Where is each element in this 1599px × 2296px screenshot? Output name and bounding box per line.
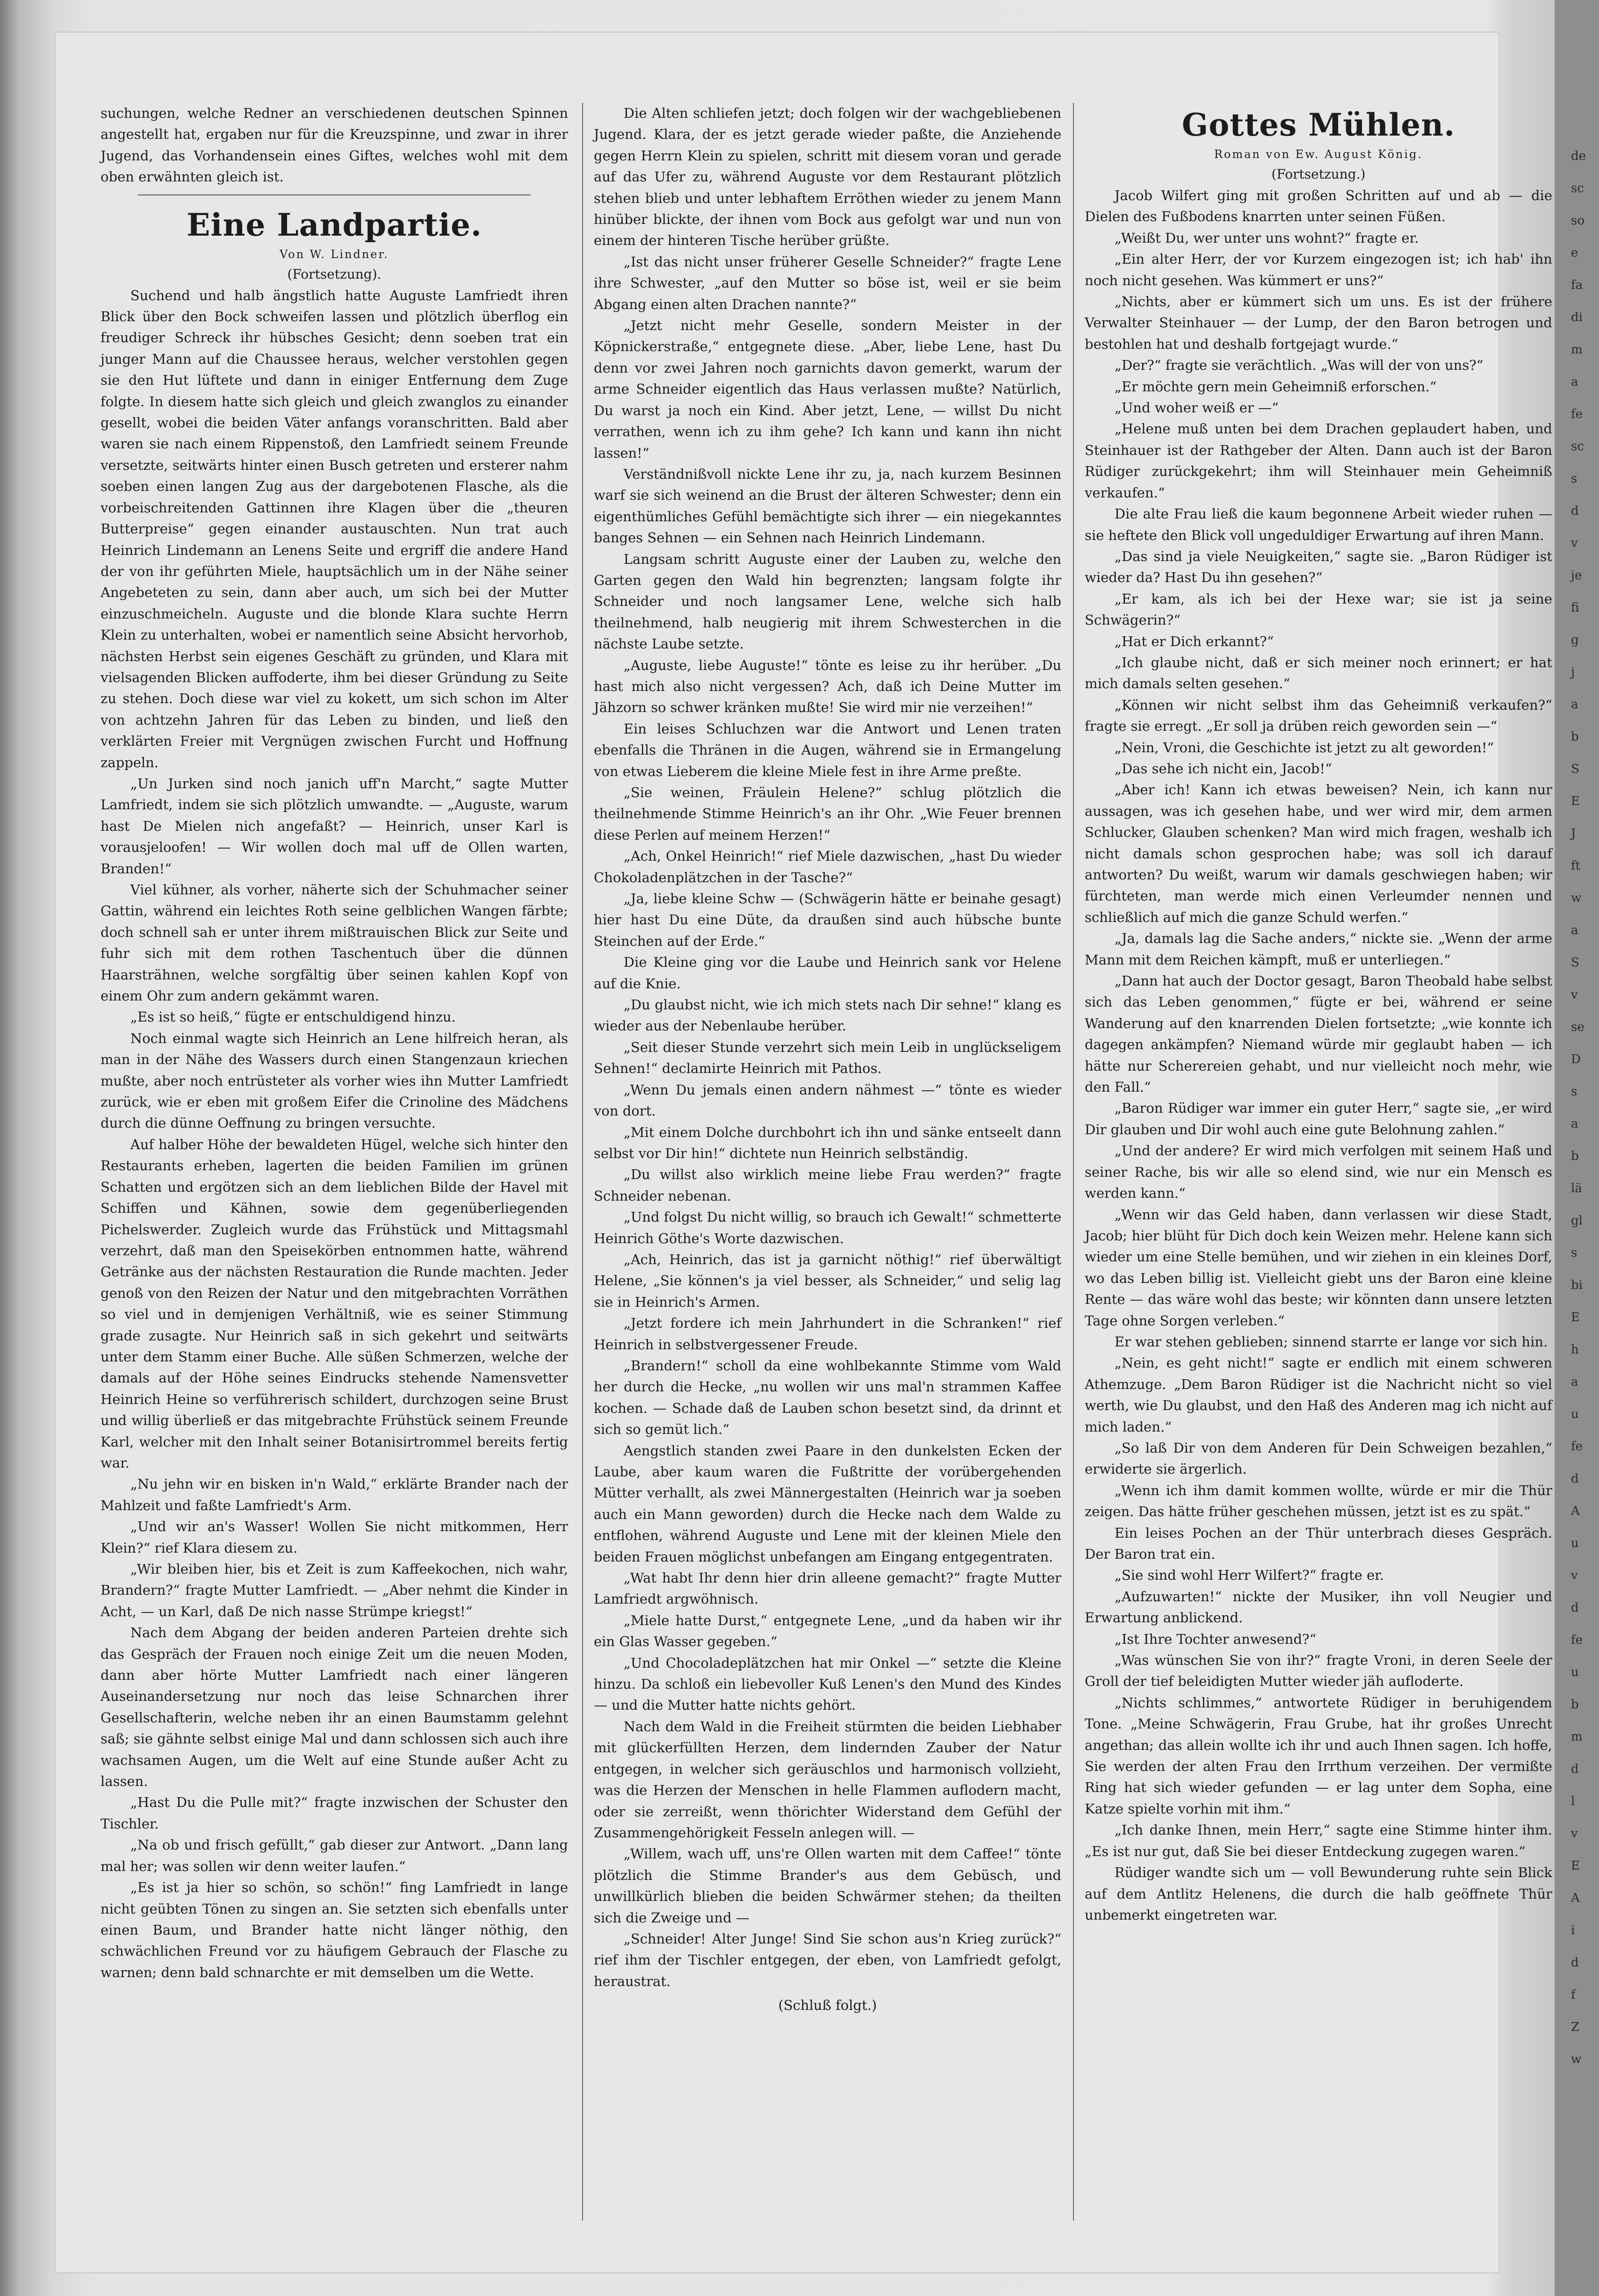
story-paragraph: „Un Jurken sind noch janich uff'n Marcht,“ sagte Mutter Lamfriedt, indem sie sich plötzlich umwandte. — „Auguste, warum hast De Mielen nich angefaßt? — Heinrich, unser Karl is vorausjeloofen! — Wir wollen doch mal uff de Ollen warten, Branden!“ <box>101 775 568 877</box>
edge-fragment: lä <box>1571 1181 1582 1195</box>
novel-paragraph: Er war stehen geblieben; sinnend starrte er lange vor sich hin. <box>1114 1333 1548 1350</box>
story-paragraph: Viel kühner, als vorher, näherte sich der Schuhmacher seiner Gattin, während ein leichtes Roth seine gelblichen Wangen färbte; doch schnell sah er unter ihrem mißtrauischen Blick zur Seite und fuhr sich mit dem rothen Taschentuch über die dünnen Haarsträhnen, welche sorgfältig über seinen kahlen Kopf von einem Ohr zum andern gekämmt waren. <box>101 882 568 1004</box>
novel-paragraph: „Nein, Vroni, die Geschichte ist jetzt zu alt geworden!“ <box>1114 739 1494 756</box>
story-paragraph: Nach dem Wald in die Freiheit stürmten die beiden Liebhaber mit glückerfüllten Herzen, dem lindernden Zauber der Natur entgegen, in welcher sich geräuschlos und harmonisch vollzieht, was die Herzen der Menschen in helle Flammen auflodern macht, oder sie zerreißt, wenn thörichter Widerstand dem Gefühl der Zusammengehörigkeit Fesseln anlegen will. — <box>594 1718 1061 1841</box>
story-paragraph: „Ja, liebe kleine Schw — (Schwägerin hätte er beinahe gesagt) hier hast Du eine Düte, da draußen sind auch hübsche bunte Steinchen auf der Erde.“ <box>594 891 1061 949</box>
novel-paragraph: „Das sehe ich nicht ein, Jacob!“ <box>1114 760 1332 777</box>
story-paragraph: „Ist das nicht unser früherer Geselle Schneider?“ fragte Lene ihre Schwester, „auf den Mutter so böse ist, weil er sie beim Abgang einen alten Drachen nannte?“ <box>594 253 1061 312</box>
edge-fragment: J <box>1571 827 1576 841</box>
edge-fragment: w <box>1571 2052 1582 2066</box>
edge-fragment: d <box>1571 504 1579 518</box>
to-be-concluded-note: (Schluß folgt.) <box>778 1997 877 2014</box>
story-paragraph: „Ach, Heinrich, das ist ja garnicht nöthig!“ rief überwältigt Helene, „Sie können's ja viel besser, als Schneider,“ und selig lag sie in Heinrich's Armen. <box>594 1251 1061 1310</box>
edge-fragment: a <box>1571 1117 1578 1131</box>
column-rule <box>582 103 583 2221</box>
edge-fragment: g <box>1571 633 1579 647</box>
column-middle <box>594 103 1061 2221</box>
edge-fragment: e <box>1571 246 1578 260</box>
story-paragraph: „Brandern!“ scholl da eine wohlbekannte Stimme vom Wald her durch die Hecke, „nu wollen wir uns mal'n strammen Kaffee kochen. — Schade daß de Lauben schon besetzt sind, da drinnt et sich so gemüt lich.“ <box>594 1357 1061 1438</box>
story-paragraph: „Wat habt Ihr denn hier drin alleene gemacht?“ fragte Mutter Lamfriedt argwöhnisch. <box>594 1570 1061 1607</box>
edge-fragment: gl <box>1571 1214 1583 1228</box>
edge-fragment: je <box>1571 569 1582 583</box>
edge-fragment: d <box>1571 1472 1579 1486</box>
novel-paragraph: „Nichts schlimmes,“ antwortete Rüdiger in beruhigendem Tone. „Meine Schwägerin, Frau Grube, hat ihr großes Unrecht angethan; das allein wollte ich ihr und auch Ihnen sagen. Ich hoffe, Sie werden der alten Frau den Irrthum verzeihen. Der vermißte Ring hat sich wieder gefunden — er lag unter dem Sopha, eine Katze spielte vorhin mit ihm.“ <box>1085 1694 1552 1817</box>
edge-fragment: v <box>1571 536 1578 550</box>
story-paragraph: „Ach, Onkel Heinrich!“ rief Miele dazwischen, „hast Du wieder Chokoladenplätzchen in der Tasche?“ <box>594 848 1061 885</box>
novel-continued-label: (Fortsetzung.) <box>1271 166 1366 182</box>
story-paragraph: „Sie weinen, Fräulein Helene?“ schlug plötzlich die theilnehmende Stimme Heinrich's an ihr Ohr. „Wie Feuer brennen diese Perlen auf meinem Herzen!“ <box>594 785 1061 843</box>
story-paragraph: Die Alten schliefen jetzt; doch folgen wir der wachgebliebenen Jugend. Klara, der es jetzt gerade wieder paßte, die Anziehende gegen Herrn Klein zu spielen, schritt mit diesem voran und gerade auf das Ufer zu, während Auguste vor dem Restaurant plötzlich stehen blieb und unter lebhaftem Erröthen wieder zu jenem Mann hinüber blickte, der ihnen vom Bock aus gefolgt war und nun von einem der hinteren Tische herüber grüßte. <box>594 105 1061 249</box>
edge-fragment: so <box>1571 214 1585 228</box>
edge-fragment: d <box>1571 1762 1579 1776</box>
novel-paragraph: „Sie sind wohl Herr Wilfert?“ fragte er. <box>1114 1567 1384 1583</box>
column-rule <box>1073 103 1074 2221</box>
novel-paragraph: „Was wünschen Sie von ihr?“ fragte Vroni, in deren Seele der Groll der tief beleidigten Mutter wieder jäh aufloderte. <box>1085 1652 1552 1690</box>
story-paragraph: „Nu jehn wir en bisken in'n Wald,“ erklärte Brander nach der Mahlzeit und faßte Lamfriedt's Arm. <box>101 1476 568 1513</box>
edge-fragment: s <box>1571 1085 1577 1099</box>
edge-fragment: v <box>1571 1569 1578 1583</box>
novel-body <box>1085 185 1552 1926</box>
novel-paragraph: „Er möchte gern mein Geheimniß erforschen.“ <box>1114 378 1437 395</box>
novel-paragraph: „Ein alter Herr, der vor Kurzem eingezogen ist; ich hab' ihn noch nicht gesehen. Was kümmert er uns?“ <box>1085 251 1552 288</box>
novel-paragraph: „Aber ich! Kann ich etwas beweisen? Nein, ich kann nur aussagen, was ich gesehen habe, und wer wird mir, dem armen Schlucker, Glauben schenken? Man wird mich fragen, weshalb ich nicht damals schon gesprochen habe; was soll ich darauf antworten? Du weißt, warum wir damals geschwiegen haben; wir fürchteten, man werde mich einen Verleumder nennen und schließlich auf mich die ganze Schuld werfen.“ <box>1085 782 1552 925</box>
story-body-continued <box>594 103 1061 1992</box>
story-paragraph: Suchend und halb ängstlich hatte Auguste Lamfriedt ihren Blick über den Bock schweifen lassen und plötzlich überflog ein freudiger Schreck ihr hübsches Gesicht; denn soeben trat ein junger Mann auf die Chaussee heraus, welcher verstohlen gegen sie den Hut lüftete und dann in einiger Entfernung dem Zuge folgte. In diesem hatte sich gleich und gleich zwanglos zu einander gesellt, wobei die beiden Väter anfangs voranschritten. Bald aber waren sie nach einem Rippenstoß, den Lamfriedt seinem Freunde versetzte, seitwärts hinter einen Busch getreten und ersterer nahm soeben einen langen Zug aus der dargebotenen Flasche, als die vorbeischreitenden Gattinnen ihre Klagen über die „theuren Butterpreise“ gegen einander austauschten. Nun trat auch Heinrich Lindemann an Lenens Seite und ergriff die andere Hand der von ihr geführten Miele, hauptsächlich um in der Nähe seiner Angebeteten zu sein, dann aber auch, um sich bei der Mutter einzuschmeicheln. Auguste und die blonde Klara suchte Herrn Klein zu unterhalten, wobei er namentlich seine Absicht hervorhob, nächsten Herbst sein eigenes Geschäft zu gründen, und Klara mit vielsagenden Blicken auffoderte, ihm bei dieser Gründung zu Seite zu stehen. Doch diese war viel zu kokett, um sich schon im Alter von achtzehn Jahren für das Leben zu binden, und ließ den verklärten Freier mit Vergnügen zwischen Furcht und Hoffnung zappeln. <box>101 287 568 770</box>
edge-fragment: s <box>1571 472 1577 486</box>
novel-paragraph: „Wenn ich ihm damit kommen wollte, würde er mir die Thür zeigen. Das hätte früher geschehen müssen, jetzt ist es zu spät.“ <box>1085 1482 1552 1520</box>
story-body <box>101 285 568 1984</box>
novel-paragraph: Die alte Frau ließ die kaum begonnene Arbeit wieder ruhen — sie heftete den Blick voll ungeduldiger Erwartung auf ihren Mann. <box>1085 506 1552 543</box>
edge-fragment: fi <box>1571 601 1579 615</box>
edge-fragment: bi <box>1571 1278 1583 1292</box>
story-continued-label: (Fortsetzung). <box>287 266 382 282</box>
story-paragraph: „Mit einem Dolche durchbohrt ich ihn und sänke entseelt dann selbst vor Dir hin!“ dichtete nun Heinrich selbständig. <box>594 1124 1061 1161</box>
column-left <box>101 103 568 2221</box>
edge-fragment: m <box>1571 343 1583 357</box>
novel-paragraph: „Ich danke Ihnen, mein Herr,“ sagte eine Stimme hinter ihm. „Es ist nur gut, daß Sie bei dieser Entdeckung zugegen waren.“ <box>1085 1822 1552 1859</box>
novel-paragraph: „Der?“ fragte sie verächtlich. „Was will der von uns?“ <box>1114 357 1484 374</box>
edge-fragment: b <box>1571 730 1579 744</box>
adjacent-page-edge-fragments <box>1571 140 1599 2244</box>
edge-fragment: i <box>1571 1923 1575 1937</box>
novel-paragraph: „Weißt Du, wer unter uns wohnt?“ fragte er. <box>1114 230 1419 246</box>
story-paragraph: Ein leises Schluchzen war die Antwort und Lenen traten ebenfalls die Thränen in die Augen, während sie in Ermangelung von etwas Lieberem die kleine Miele fest in ihre Arme preßte. <box>594 720 1061 779</box>
novel-paragraph: „Nein, es geht nicht!“ sagte er endlich mit einem schweren Athemzuge. „Dem Baron Rüdiger ist die Nachricht nicht so viel werth, wie Du glaubst, und den Haß des Anderen mag ich nicht auf mich laden.“ <box>1085 1355 1552 1435</box>
edge-fragment: fe <box>1571 407 1583 421</box>
novel-paragraph: „Er kam, als ich bei der Hexe war; sie ist ja seine Schwägerin?“ <box>1085 590 1552 628</box>
novel-paragraph: „Baron Rüdiger war immer ein guter Herr,“ sagte sie, „er wird Dir glauben und Dir wohl auch eine gute Belohnung zahlen.“ <box>1085 1100 1552 1137</box>
edge-fragment: m <box>1571 1730 1583 1744</box>
edge-fragment: d <box>1571 1601 1579 1615</box>
edge-fragment: a <box>1571 375 1578 389</box>
edge-fragment: sc <box>1571 439 1584 453</box>
edge-fragment: b <box>1571 1149 1579 1163</box>
novel-paragraph: „Aufzuwarten!“ nickte der Musiker, ihn voll Neugier und Erwartung anblickend. <box>1085 1588 1552 1626</box>
story-paragraph: „Und Chocoladeplätzchen hat mir Onkel —“ setzte die Kleine hinzu. Da schloß ein liebevoller Kuß Lenen's den Mund des Kindes — und die Mutter hatte nichts gehört. <box>594 1655 1061 1713</box>
edge-fragment: d <box>1571 1956 1579 1970</box>
novel-paragraph: „Das sind ja viele Neuigkeiten,“ sagte sie. „Baron Rüdiger ist wieder da? Hast Du ihn gesehen?“ <box>1085 548 1552 586</box>
novel-title: Gottes Mühlen. <box>1181 107 1455 143</box>
story-title: Eine Landpartie. <box>187 206 482 243</box>
edge-fragment: u <box>1571 1407 1579 1421</box>
story-paragraph: „Es ist so heiß,“ fügte er entschuldigend hinzu. <box>130 1009 456 1025</box>
story-paragraph: „Miele hatte Durst,“ entgegnete Lene, „und da haben wir ihr ein Glas Wasser gegeben.“ <box>594 1612 1061 1650</box>
story-paragraph: Nach dem Abgang der beiden anderen Parteien drehte sich das Gespräch der Frauen noch einige Zeit um die neuen Moden, dann aber hörte Mutter Lamfriedt nach einer längeren Auseinandersetzung nur noch das leise Schnarchen ihrer Gesellschafterin, welche neben ihr an einen Baumstamm gelehnt saß; sie gähnte selbst einige Mal und dann schlossen sich auch ihre wachsamen Augen, um die Welt auf eine Stunde außer Acht zu lassen. <box>101 1625 568 1790</box>
story-paragraph: Die Kleine ging vor die Laube und Heinrich sank vor Helene auf die Knie. <box>594 954 1061 992</box>
story-paragraph: Aengstlich standen zwei Paare in den dunkelsten Ecken der Laube, aber kaum waren die Fußtritte der vorübergehenden Mütter verhallt, als zwei Männergestalten (Heinrich war ja soeben auch ein Mann geworden) durch die Hecke nach dem Walde zu entflohen, während Auguste und Lene mit der kleinen Miele den beiden Frauen möglichst unbefangen am Eingang entgegentraten. <box>594 1442 1061 1565</box>
edge-fragment: D <box>1571 1052 1581 1066</box>
edge-fragment: de <box>1571 149 1586 163</box>
story-paragraph: „Auguste, liebe Auguste!“ tönte es leise zu ihr herüber. „Du hast mich also nicht vergessen? Ach, daß ich Deine Mutter im Jähzorn so schwer kränken mußte! Sie wird mir nie verzeihen!“ <box>594 657 1061 716</box>
novel-paragraph: „Und der andere? Er wird mich verfolgen mit seinem Haß und seiner Rache, bis wir alle so elend sind, wie nur ein Mensch es werden kann.“ <box>1085 1143 1552 1202</box>
novel-paragraph: „Können wir nicht selbst ihm das Geheimniß verkaufen?“ fragte sie erregt. „Er soll ja drüben reich geworden sein —“ <box>1085 697 1552 734</box>
novel-byline: Roman von Ew. August König. <box>1214 148 1423 161</box>
story-paragraph: Noch einmal wagte sich Heinrich an Lene hilfreich heran, als man in der Nähe des Wassers durch einen Stangenzaun kriechen mußte, aber noch entrüsteter als vorher wies ihn Mutter Lamfriedt zurück, wie er eben mit großem Eifer die Crinoline des Mädchens durch die dünne Oeffnung zu bringen versuchte. <box>101 1030 568 1131</box>
edge-fragment: b <box>1571 1698 1579 1712</box>
edge-fragment: v <box>1571 1827 1578 1841</box>
edge-fragment: S <box>1571 762 1579 776</box>
story-paragraph: „Du glaubst nicht, wie ich mich stets nach Dir sehne!“ klang es wieder aus der Nebenlaube herüber. <box>594 997 1061 1034</box>
edge-fragment: sc <box>1571 181 1584 195</box>
column-right <box>1085 103 1552 2221</box>
story-paragraph: „Jetzt fordere ich mein Jahrhundert in die Schranken!“ rief Heinrich in selbstvergessener Freude. <box>594 1315 1061 1353</box>
edge-fragment: Z <box>1571 2020 1580 2034</box>
edge-fragment: S <box>1571 956 1579 970</box>
story-paragraph: Auf halber Höhe der bewaldeten Hügel, welche sich hinter den Restaurants erheben, lagerten die beiden Familien im grünen Schatten und ergötzen sich an dem lieblichen Bilde der Havel mit Schiffen und Kähnen, sowie dem gegenüberliegenden Pichelswerder. Zugleich wurde das Frühstück und Mittagsmahl verzehrt, daß man den Speisekörben entnommen hatte, während Getränke aus der nächsten Restauration die Runde machten. Jeder genoß von den Reizen der Natur und den mitgebrachten Vorräthen so viel und in demjenigen Verhältniß, wie es seiner Stimmung grade zusagte. Nur Heinrich saß in sich gekehrt und seitwärts unter dem Stamm einer Buche. Alle süßen Schmerzen, welche der damals auf der Höhe seines Eindrucks stehende Namensvetter Heinrich Heine so verführerisch schildert, durchzogen seine Brust und willig überließ er das mitgebrachte Frühstück seinem Freunde Karl, welcher mit den Inhalt seiner Botanisirtrommel bereits fertig war. <box>101 1136 568 1471</box>
edge-fragment: E <box>1571 794 1580 808</box>
edge-fragment: ft <box>1571 859 1581 873</box>
story-paragraph: „Es ist ja hier so schön, so schön!“ fing Lamfriedt in lange nicht geübten Tönen zu singen an. Sie setzten sich ebenfalls unter einen Baum, und Brander hatte nicht länger nöthig, den schwächlichen Freund vor zu häufigem Gebrauch der Flasche zu warnen; denn bald schnarchte er mit demselben um die Wette. <box>101 1879 568 1980</box>
edge-fragment: fe <box>1571 1633 1583 1647</box>
edge-fragment: w <box>1571 891 1582 905</box>
story-paragraph: „Na ob und frisch gefüllt,“ gab dieser zur Antwort. „Dann lang mal her; was sollen wir denn weiter laufen.“ <box>101 1837 568 1874</box>
story-paragraph: Langsam schritt Auguste einer der Lauben zu, welche den Garten gegen den Wald hin begrenzten; langsam folgte ihr Schneider und noch langsamer Lene, welche sich halb theilnehmend, halb neugierig mit ihrem Schwesterchen in die nächste Laube setzte. <box>594 551 1061 652</box>
story-paragraph: „Seit dieser Stunde verzehrt sich mein Leib in unglückseligem Sehnen!“ declamirte Heinrich mit Pathos. <box>594 1039 1061 1077</box>
edge-fragment: fa <box>1571 278 1583 292</box>
story-paragraph: „Und wir an's Wasser! Wollen Sie nicht mitkommen, Herr Klein?“ rief Klara diesem zu. <box>101 1519 568 1556</box>
edge-fragment: a <box>1571 698 1578 712</box>
article-separator <box>138 194 531 195</box>
edge-fragment: f <box>1571 1988 1576 2002</box>
story-byline: Von W. Lindner. <box>280 247 389 261</box>
edge-fragment: A <box>1571 1891 1580 1905</box>
edge-fragment: a <box>1571 1375 1578 1389</box>
novel-paragraph: Rüdiger wandte sich um — voll Bewunderung ruhte sein Blick auf dem Antlitz Helenens, die durch die halb geöffnete Thür unbemerkt eingetreten war. <box>1085 1864 1552 1923</box>
novel-paragraph: „Ist Ihre Tochter anwesend?“ <box>1114 1631 1317 1647</box>
story-paragraph: „Hast Du die Pulle mit?“ fragte inzwischen der Schuster den Tischler. <box>101 1794 568 1832</box>
story-paragraph: „Jetzt nicht mehr Geselle, sondern Meister in der Köpnickerstraße,“ entgegnete diese. „Aber, liebe Lene, hast Du denn vor zwei Jahren noch garnichts davon gemerkt, warum der arme Schneider eigentlich das Haus verlassen mußte? Natürlich, Du warst ja noch ein Kind. Aber jetzt, Lene, — willst Du nicht verrathen, wenn ich zu ihm gehe? Ich kann und kann ihn nicht lassen!“ <box>594 317 1061 461</box>
novel-paragraph: Jacob Wilfert ging mit großen Schritten auf und ab — die Dielen des Fußbodens knarrten unter seinen Füßen. <box>1085 187 1552 225</box>
novel-paragraph: „Hat er Dich erkannt?“ <box>1114 633 1274 649</box>
story-paragraph: „Willem, wach uff, uns're Ollen warten mit dem Caffee!“ tönte plötzlich die Stimme Brander's aus dem Gebüsch, und unwillkürlich blieben die beiden Schwärmer stehen; da theilten sich die Zweige und — <box>594 1846 1061 1926</box>
novel-paragraph: Ein leises Pochen an der Thür unterbrach dieses Gespräch. Der Baron trat ein. <box>1085 1525 1552 1562</box>
edge-fragment: j <box>1571 665 1575 679</box>
story-paragraph: „Schneider! Alter Junge! Sind Sie schon aus'n Krieg zurück?“ rief ihm der Tischler entgegen, der eben, von Lamfriedt gefolgt, heraustrat. <box>594 1930 1061 1989</box>
novel-paragraph: „Ich glaube nicht, daß er sich meiner noch erinnert; er hat mich damals selten gesehen.“ <box>1085 654 1552 692</box>
edge-fragment: a <box>1571 923 1578 937</box>
story-paragraph: „Wenn Du jemals einen andern nähmest —“ tönte es wieder von dort. <box>594 1081 1061 1119</box>
edge-fragment: di <box>1571 310 1583 324</box>
edge-fragment: A <box>1571 1504 1580 1518</box>
story-paragraph: „Und folgst Du nicht willig, so brauch ich Gewalt!“ schmetterte Heinrich Göthe's Worte dazwischen. <box>594 1209 1061 1246</box>
edge-fragment: v <box>1571 988 1578 1002</box>
edge-fragment: se <box>1571 1020 1585 1034</box>
story-paragraph: „Wir bleiben hier, bis et Zeit is zum Kaffeekochen, nich wahr, Brandern?“ fragte Mutter Lamfriedt. — „Aber nehmt die Kinder in Acht, — un Karl, daß De nich nasse Strümpe kriegst!“ <box>101 1561 568 1619</box>
novel-paragraph: „So laß Dir von dem Anderen für Dein Schweigen bezahlen,“ erwiderte sie ärgerlich. <box>1085 1439 1552 1477</box>
edge-fragment: h <box>1571 1343 1579 1357</box>
novel-paragraph: „Nichts, aber er kümmert sich um uns. Es ist der frühere Verwalter Steinhauer — der Lump, der den Baron betrogen und bestohlen hat und deshalb fortgejagt wurde.“ <box>1085 294 1552 352</box>
story-paragraph: „Du willst also wirklich meine liebe Frau werden?“ fragte Schneider nebenan. <box>594 1166 1061 1204</box>
edge-fragment: E <box>1571 1859 1580 1873</box>
novel-paragraph: „Dann hat auch der Doctor gesagt, Baron Theobald habe selbst sich das Leben genommen,“ fügte er bei, während er seine Wanderung auf den knarrenden Dielen fortsetzte; „wie konnte ich dagegen ankämpfen? Niemand würde mir geglaubt haben — ich hätte nur Scherereien gehabt, und nur vielleicht noch mehr, wie den Fall.“ <box>1085 973 1552 1095</box>
newspaper-page <box>56 33 1586 2272</box>
story-paragraph: Verständnißvoll nickte Lene ihr zu, ja, nach kurzem Besinnen warf sie sich weinend an die Brust der älteren Schwester; denn ein eigenthümliches Gefühl bemächtigte sich ihrer — ein niegekanntes banges Sehnen — ein Sehnen nach Heinrich Lindemann. <box>594 466 1061 546</box>
edge-fragment: l <box>1571 1794 1575 1808</box>
edge-fragment: E <box>1571 1310 1580 1324</box>
novel-paragraph: „Und woher weiß er —“ <box>1114 400 1279 416</box>
edge-fragment: s <box>1571 1246 1577 1260</box>
novel-paragraph: „Helene muß unten bei dem Drachen geplaudert haben, und Steinhauer ist der Rathgeber der Alten. Dann auch ist der Baron Rüdiger zurückgekehrt; ihm will Steinhauer mein Geheimniß verkaufen.“ <box>1085 421 1552 501</box>
edge-fragment: u <box>1571 1665 1579 1679</box>
novel-paragraph: „Wenn wir das Geld haben, dann verlassen wir diese Stadt, Jacob; hier blüht für Dich doch kein Weizen mehr. Helene kann sich wieder um eine Stelle bemühen, und wir ziehen in ein kleines Dorf, wo das Leben billig ist. Vielleicht giebt uns der Baron eine kleine Rente — das wäre wohl das beste; wir könnten dann unsere letzten Tage ohne Sorgen verleben.“ <box>1085 1206 1552 1329</box>
edge-fragment: u <box>1571 1536 1579 1550</box>
edge-fragment: fe <box>1571 1439 1583 1454</box>
spider-article-ending: suchungen, welche Redner an verschiedenen deutschen Spinnen angestellt hat, ergaben nur für die Kreuzspinne, und zwar in ihrer Jugend, das Vorhandensein eines Giftes, welches wohl mit dem oben erwähnten gleich ist. <box>101 105 568 185</box>
novel-paragraph: „Ja, damals lag die Sache anders,“ nickte sie. „Wenn der arme Mann mit dem Reichen kämpft, muß er unterliegen.“ <box>1085 930 1552 968</box>
